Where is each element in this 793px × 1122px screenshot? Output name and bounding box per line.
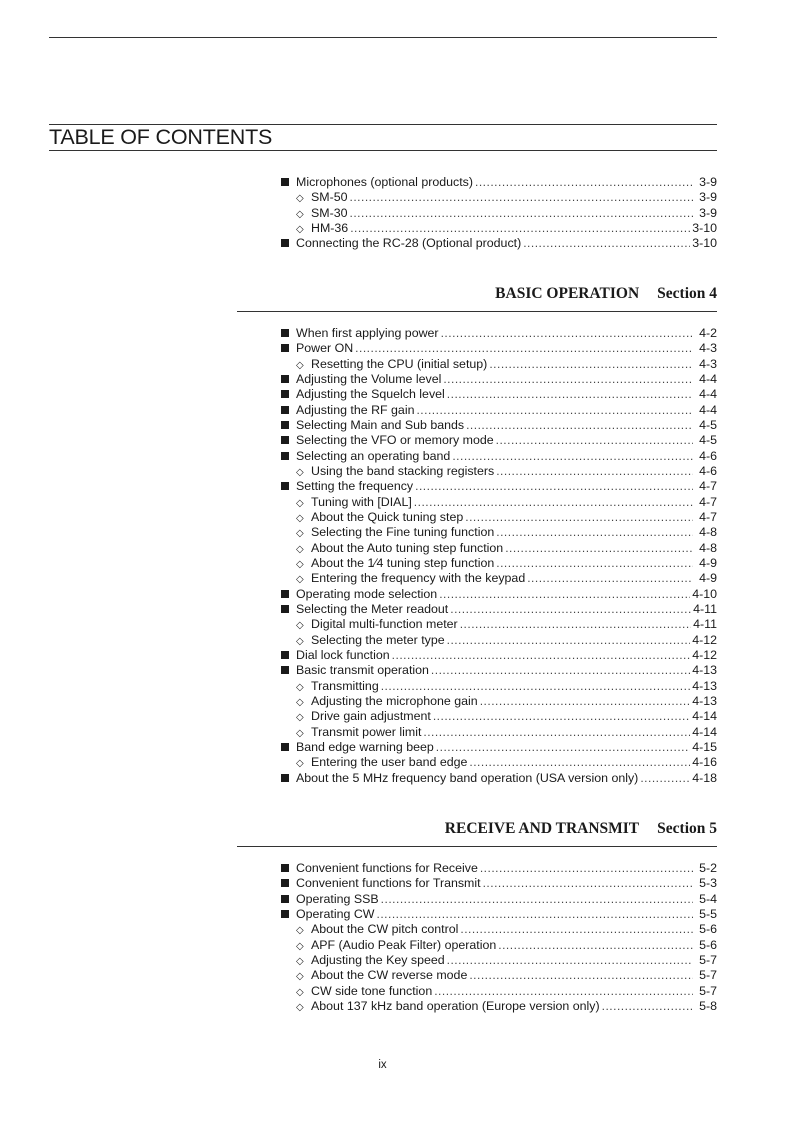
entry-title: Operating mode selection <box>296 586 438 601</box>
entry-title: Band edge warning beep <box>296 739 434 754</box>
entry-page-number: 4-6 <box>699 448 717 463</box>
toc-entry[interactable] <box>281 556 717 571</box>
toc-entry[interactable] <box>281 709 717 724</box>
entry-title: Selecting the meter type <box>311 632 445 647</box>
diamond-bullet-icon: ◇ <box>296 727 304 739</box>
entry-page-number: 5-7 <box>699 983 717 998</box>
dot-leader <box>433 709 690 723</box>
entry-title: About the Quick tuning step <box>311 509 464 524</box>
entry-page-number: 4-16 <box>692 755 717 770</box>
dot-leader <box>423 725 690 739</box>
entry-page-number: 5-5 <box>699 906 717 921</box>
square-bullet-icon <box>281 602 296 616</box>
diamond-bullet-icon: ◇ <box>296 466 304 478</box>
toc-entry[interactable] <box>281 510 717 525</box>
entry-title: Convenient functions for Receive <box>296 861 478 875</box>
entry-page-number: 4-11 <box>693 601 717 616</box>
entry-title: About the CW pitch control <box>311 922 459 937</box>
dot-leader <box>469 755 690 769</box>
diamond-bullet-icon: ◇ <box>296 558 304 570</box>
toc-entry[interactable] <box>281 922 717 937</box>
dot-leader <box>392 648 691 662</box>
entry-page-number: 3-9 <box>699 175 717 189</box>
entry-page-number: 4-13 <box>692 693 717 708</box>
square-bullet-icon <box>281 341 296 355</box>
toc-entry[interactable] <box>281 433 717 448</box>
dot-leader <box>443 372 693 386</box>
dot-leader <box>355 341 693 355</box>
dot-leader <box>480 861 693 875</box>
entry-page-number: 3-9 <box>699 190 717 205</box>
dot-leader <box>434 984 693 998</box>
dot-leader <box>505 541 693 555</box>
toc-entry[interactable] <box>281 938 717 953</box>
entry-title: Operating SSB <box>296 891 379 906</box>
entry-title: Digital multi-function meter <box>311 617 458 632</box>
dot-leader <box>447 387 693 401</box>
toc-entry[interactable] <box>281 175 717 190</box>
toc-entry[interactable] <box>281 953 717 968</box>
entry-title: Selecting Main and Sub bands <box>296 417 465 432</box>
dot-leader <box>496 556 693 570</box>
entry-page-number: 4-8 <box>699 540 717 555</box>
entry-page-number: 5-7 <box>699 952 717 967</box>
dot-leader <box>496 433 693 447</box>
entry-title: About 137 kHz band operation (Europe version only) <box>311 998 600 1013</box>
title-rule-bottom <box>49 150 717 151</box>
diamond-bullet-icon: ◇ <box>296 359 304 371</box>
entry-title: Operating CW <box>296 906 375 921</box>
square-bullet-icon <box>281 326 296 340</box>
dot-leader <box>496 525 693 539</box>
dot-leader <box>381 679 690 693</box>
dot-leader <box>480 694 690 708</box>
dot-leader <box>469 968 693 982</box>
entry-page-number: 5-3 <box>699 876 717 891</box>
toc-entry[interactable] <box>281 541 717 556</box>
section-label: Section 4 <box>657 285 717 302</box>
entry-title: Basic transmit operation <box>296 663 429 678</box>
dot-leader <box>350 206 694 220</box>
toc-entry[interactable] <box>281 449 717 464</box>
entry-page-number: 4-15 <box>692 739 717 754</box>
entry-title: Using the band stacking registers <box>311 463 495 478</box>
toc-entry[interactable] <box>281 418 717 433</box>
entry-page-number: 4-5 <box>699 433 717 448</box>
diamond-bullet-icon: ◇ <box>296 208 304 220</box>
diamond-bullet-icon: ◇ <box>296 758 304 770</box>
toc-entry[interactable] <box>281 968 717 983</box>
square-bullet-icon <box>281 479 296 493</box>
entry-title: Adjusting the RF gain <box>296 402 415 417</box>
entry-page-number: 4-7 <box>699 479 717 494</box>
entry-page-number: 4-18 <box>692 770 717 785</box>
entry-page-number: 4-12 <box>692 647 717 662</box>
entry-page-number: 4-4 <box>699 371 717 386</box>
square-bullet-icon <box>281 771 296 785</box>
toc-entry[interactable] <box>281 221 717 236</box>
dot-leader <box>416 403 693 417</box>
toc-entry[interactable] <box>281 357 717 372</box>
diamond-bullet-icon: ◇ <box>296 528 304 540</box>
toc-entry[interactable] <box>281 236 717 251</box>
dot-leader <box>377 907 693 921</box>
page-title: TABLE OF CONTENTS <box>49 125 273 149</box>
diamond-bullet-icon: ◇ <box>296 620 304 632</box>
entry-title: CW side tone function <box>311 983 433 998</box>
diamond-bullet-icon: ◇ <box>296 971 304 983</box>
toc-entry[interactable] <box>281 740 717 755</box>
entry-page-number: 4-7 <box>699 509 717 524</box>
diamond-bullet-icon: ◇ <box>296 696 304 708</box>
toc-entry[interactable] <box>281 525 717 540</box>
diamond-bullet-icon: ◇ <box>296 223 304 235</box>
entry-title: Drive gain adjustment <box>311 709 431 724</box>
toc-entry[interactable] <box>281 694 717 709</box>
diamond-bullet-icon: ◇ <box>296 193 304 205</box>
dot-leader <box>475 175 693 189</box>
dot-leader <box>415 479 693 493</box>
dot-leader <box>527 571 693 585</box>
square-bullet-icon <box>281 663 296 677</box>
entry-title: Selecting an operating band <box>296 448 451 463</box>
entry-title: When first applying power <box>296 326 439 340</box>
page-number: ix <box>378 1059 387 1071</box>
entry-title: Entering the user band edge <box>311 755 468 770</box>
toc-entry[interactable] <box>281 372 717 387</box>
entry-title: Transmitting <box>311 678 379 693</box>
dot-leader <box>640 771 690 785</box>
dot-leader <box>460 617 691 631</box>
toc-entry[interactable] <box>281 387 717 402</box>
square-bullet-icon <box>281 740 296 754</box>
toc-entry[interactable] <box>281 341 717 356</box>
toc-entry[interactable] <box>281 984 717 999</box>
diamond-bullet-icon: ◇ <box>296 940 304 952</box>
entry-title: Microphones (optional products) <box>296 175 474 189</box>
entry-page-number: 4-8 <box>699 525 717 540</box>
entry-page-number: 3-10 <box>692 220 717 235</box>
entry-title: Power ON <box>296 341 354 356</box>
dot-leader <box>602 999 693 1013</box>
entry-title: SM-50 <box>311 190 348 205</box>
dot-leader <box>447 633 691 647</box>
toc-entry[interactable] <box>281 755 717 770</box>
entry-page-number: 3-10 <box>692 236 717 251</box>
dot-leader <box>460 922 693 936</box>
entry-page-number: 4-13 <box>692 678 717 693</box>
square-bullet-icon <box>281 876 296 890</box>
entry-page-number: 5-7 <box>699 968 717 983</box>
entry-title: APF (Audio Peak Filter) operation <box>311 937 497 952</box>
dot-leader <box>381 892 693 906</box>
diamond-bullet-icon: ◇ <box>296 681 304 693</box>
diamond-bullet-icon: ◇ <box>296 574 304 586</box>
section-heading <box>445 820 717 838</box>
entry-page-number: 4-7 <box>699 494 717 509</box>
entry-title: Selecting the Meter readout <box>296 601 449 616</box>
entry-title: SM-30 <box>311 205 348 220</box>
entry-title: Resetting the CPU (initial setup) <box>311 356 488 371</box>
square-bullet-icon <box>281 648 296 662</box>
square-bullet-icon <box>281 175 296 189</box>
entry-page-number: 4-2 <box>699 326 717 340</box>
toc-entry[interactable] <box>281 403 717 418</box>
square-bullet-icon <box>281 372 296 386</box>
toc-entry[interactable] <box>281 479 717 494</box>
dot-leader <box>414 495 693 509</box>
intro-entry-list <box>281 175 717 252</box>
dot-leader <box>450 602 691 616</box>
section-title: RECEIVE AND TRANSMIT <box>444 820 640 837</box>
diamond-bullet-icon: ◇ <box>296 955 304 967</box>
dot-leader <box>350 221 690 235</box>
entry-page-number: 4-4 <box>699 402 717 417</box>
entry-title: Adjusting the Volume level <box>296 371 442 386</box>
entry-page-number: 4-14 <box>692 724 717 739</box>
dot-leader <box>350 190 694 204</box>
square-bullet-icon <box>281 387 296 401</box>
square-bullet-icon <box>281 892 296 906</box>
entry-title: About the 1⁄4 tuning step function <box>311 555 495 570</box>
top-rule <box>49 37 717 38</box>
diamond-bullet-icon: ◇ <box>296 635 304 647</box>
entry-page-number: 3-9 <box>699 205 717 220</box>
toc-entry[interactable] <box>281 892 717 907</box>
section-title: BASIC OPERATION <box>495 285 640 302</box>
section-rule <box>237 311 717 312</box>
dot-leader <box>523 236 690 250</box>
diamond-bullet-icon: ◇ <box>296 512 304 524</box>
entry-page-number: 4-4 <box>699 387 717 402</box>
entry-title: Connecting the RC-28 (Optional product) <box>296 236 522 251</box>
entry-page-number: 4-9 <box>699 571 717 586</box>
square-bullet-icon <box>281 418 296 432</box>
entry-title: About the 5 MHz frequency band operation (USA version only) <box>296 770 639 785</box>
toc-entry[interactable] <box>281 771 717 786</box>
dot-leader <box>489 357 693 371</box>
toc-entry[interactable] <box>281 679 717 694</box>
entry-title: Transmit power limit <box>311 724 422 739</box>
square-bullet-icon <box>281 449 296 463</box>
square-bullet-icon <box>281 433 296 447</box>
toc-entry[interactable] <box>281 326 717 341</box>
entry-title: Tuning with [DIAL] <box>311 494 412 509</box>
toc-entry[interactable] <box>281 587 717 602</box>
diamond-bullet-icon: ◇ <box>296 543 304 555</box>
dot-leader <box>441 326 693 340</box>
entry-title: Selecting the VFO or memory mode <box>296 433 494 448</box>
entry-page-number: 5-4 <box>699 891 717 906</box>
section-rule <box>237 846 717 847</box>
entry-page-number: 4-10 <box>692 586 717 601</box>
entry-page-number: 4-6 <box>699 463 717 478</box>
square-bullet-icon <box>281 907 296 921</box>
entry-page-number: 4-5 <box>699 417 717 432</box>
entry-page-number: 5-6 <box>699 937 717 952</box>
section-heading <box>495 285 717 303</box>
dot-leader <box>436 740 690 754</box>
toc-entry[interactable] <box>281 876 717 891</box>
entry-title: HM-36 <box>311 220 349 235</box>
entry-page-number: 4-9 <box>699 555 717 570</box>
dot-leader <box>483 876 693 890</box>
entry-title: Entering the frequency with the keypad <box>311 571 526 586</box>
entry-title: Convenient functions for Transmit <box>296 876 481 891</box>
entry-title: Adjusting the Squelch level <box>296 387 445 402</box>
entry-title: Dial lock function <box>296 647 390 662</box>
entry-title: Adjusting the Key speed <box>311 952 445 967</box>
entry-page-number: 4-3 <box>699 341 717 356</box>
section-label: Section 5 <box>657 820 717 837</box>
entry-page-number: 5-6 <box>699 922 717 937</box>
toc-entry[interactable] <box>281 663 717 678</box>
entry-page-number: 4-11 <box>693 617 717 632</box>
toc-entry[interactable] <box>281 861 717 876</box>
diamond-bullet-icon: ◇ <box>296 497 304 509</box>
entry-title: Selecting the Fine tuning function <box>311 525 495 540</box>
dot-leader <box>447 953 693 967</box>
square-bullet-icon <box>281 236 296 250</box>
toc-entry[interactable] <box>281 907 717 922</box>
entry-page-number: 5-2 <box>699 861 717 875</box>
toc-entry[interactable] <box>281 464 717 479</box>
section-entry-list <box>281 326 717 786</box>
diamond-bullet-icon: ◇ <box>296 925 304 937</box>
diamond-bullet-icon: ◇ <box>296 1001 304 1013</box>
entry-title: Setting the frequency <box>296 479 414 494</box>
section-entry-list <box>281 861 717 1014</box>
toc-entry[interactable] <box>281 571 717 586</box>
toc-entry[interactable] <box>281 725 717 740</box>
square-bullet-icon <box>281 861 296 875</box>
dot-leader <box>439 587 690 601</box>
entry-page-number: 4-12 <box>692 632 717 647</box>
toc-entry[interactable] <box>281 648 717 663</box>
dot-leader <box>496 464 693 478</box>
entry-title: About the CW reverse mode <box>311 968 468 983</box>
toc-entry[interactable] <box>281 190 717 205</box>
dot-leader <box>466 418 693 432</box>
square-bullet-icon <box>281 587 296 601</box>
entry-page-number: 4-3 <box>699 356 717 371</box>
entry-page-number: 4-14 <box>692 709 717 724</box>
diamond-bullet-icon: ◇ <box>296 712 304 724</box>
toc-entry[interactable] <box>281 617 717 632</box>
toc-entry[interactable] <box>281 602 717 617</box>
dot-leader <box>452 449 693 463</box>
dot-leader <box>431 663 690 677</box>
entry-title: About the Auto tuning step function <box>311 540 504 555</box>
entry-page-number: 5-8 <box>699 998 717 1013</box>
dot-leader <box>465 510 693 524</box>
toc-entry[interactable] <box>281 633 717 648</box>
toc-entry[interactable] <box>281 999 717 1014</box>
square-bullet-icon <box>281 403 296 417</box>
toc-entry[interactable] <box>281 495 717 510</box>
entry-page-number: 4-13 <box>692 663 717 678</box>
entry-title: Adjusting the microphone gain <box>311 693 478 708</box>
toc-entry[interactable] <box>281 206 717 221</box>
diamond-bullet-icon: ◇ <box>296 986 304 998</box>
dot-leader <box>498 938 693 952</box>
